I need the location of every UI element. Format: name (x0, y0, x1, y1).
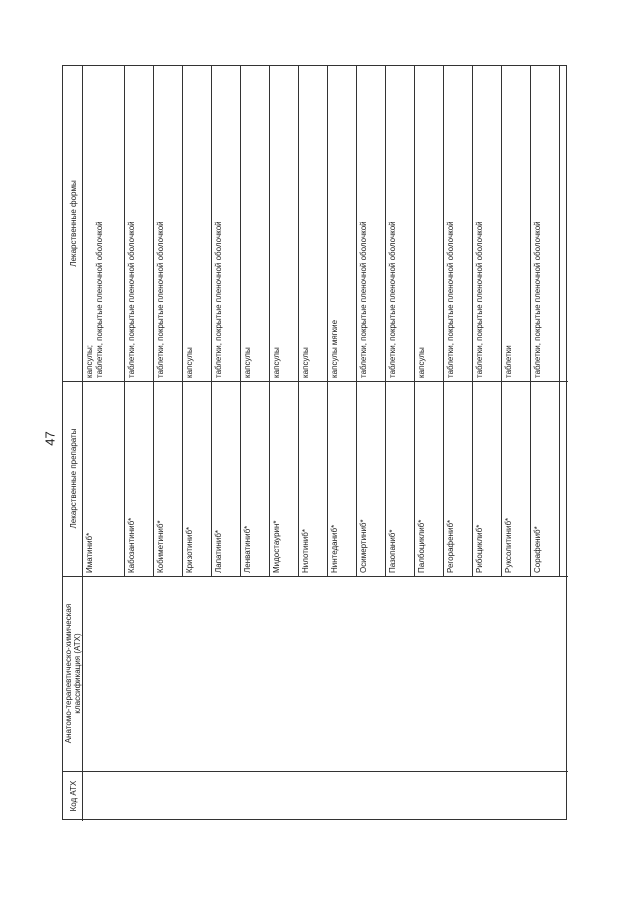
drug-table-rotated (63, 66, 568, 821)
table-row (502, 66, 531, 576)
drug-form-line: таблетки, покрытые пленочной оболочкой (127, 221, 136, 378)
drug-form-line: таблетки, покрытые пленочной оболочкой (446, 221, 455, 378)
drug-form (386, 66, 400, 381)
drug-name: Сорафениб* (533, 526, 542, 573)
drug-name: Мидостаурин* (272, 520, 281, 573)
drug-form (531, 66, 545, 381)
table-row (415, 66, 444, 576)
drug-name: Иматиниб* (85, 532, 94, 573)
drug-form (415, 66, 429, 381)
drug-form (444, 66, 458, 381)
drug-name: Палбоциклиб* (417, 519, 426, 573)
drug-form-line: таблетки (504, 345, 513, 378)
drug-name: Кабозантиниб* (127, 517, 136, 573)
drug-name: Нинтеданиб* (330, 524, 339, 573)
table-row (241, 66, 270, 576)
table-row (444, 66, 473, 576)
drug-form (212, 66, 226, 381)
table-row (357, 66, 386, 576)
drug-form-line: капсулы (301, 347, 310, 378)
drug-form-line: капсулы (417, 347, 426, 378)
drug-name: Лапатиниб* (214, 529, 223, 573)
drug-form (502, 66, 516, 381)
table-row (183, 66, 212, 576)
table-row (83, 66, 125, 576)
drug-form-line: капсулы (272, 347, 281, 378)
drug-form-line: капсулы; (85, 345, 94, 378)
drug-name: Нилотиниб* (301, 529, 310, 573)
drug-table (62, 65, 567, 820)
drug-form-line: таблетки, покрытые пленочной оболочкой (156, 221, 165, 378)
drug-form (241, 66, 255, 381)
table-row (531, 66, 560, 576)
drug-form-line: капсулы (243, 347, 252, 378)
drug-name: Регорафениб* (446, 519, 455, 573)
header-atx-classification: Анатомо-терапевтическо-химическая классификация (АТХ) (64, 603, 82, 744)
table-row (386, 66, 415, 576)
drug-form (270, 66, 284, 381)
drug-form (183, 66, 197, 381)
header-drugs: Лекарственные препараты (68, 428, 78, 529)
drug-name: Рибоциклиб* (475, 524, 484, 573)
table-row (270, 66, 299, 576)
drug-form (473, 66, 487, 381)
table-row (473, 66, 502, 576)
drug-form (299, 66, 313, 381)
page-number: 47 (42, 431, 58, 446)
table-row (299, 66, 328, 576)
table-row (125, 66, 154, 576)
drug-form-line: таблетки, покрытые пленочной оболочкой (388, 221, 397, 378)
atx-code-column (63, 771, 568, 821)
header-forms: Лекарственные формы (68, 180, 78, 267)
table-row (154, 66, 183, 576)
drug-form-line: таблетки, покрытые пленочной оболочкой (359, 221, 368, 378)
drug-form-line: таблетки, покрытые пленочной оболочкой (533, 221, 542, 378)
header-atx-code: Код АТХ (68, 780, 78, 812)
drug-name: Руксолитиниб* (504, 517, 513, 573)
drug-name: Ленватиниб* (243, 525, 252, 573)
drug-form (328, 66, 342, 381)
drug-form (357, 66, 371, 381)
drug-name: Кобиметиниб* (156, 520, 165, 573)
table-row (328, 66, 357, 576)
table-header (63, 66, 83, 821)
drug-form (125, 66, 139, 381)
table-row (212, 66, 241, 576)
drug-name: Кризотиниб* (185, 526, 194, 573)
drug-name: Осимертиниб* (359, 519, 368, 573)
drug-form-line: таблетки, покрытые пленочной оболочкой (475, 221, 484, 378)
drug-name: Пазопаниб* (388, 529, 397, 573)
atx-classification-column (63, 576, 568, 771)
drug-form-line: таблетки, покрытые пленочной оболочкой (95, 221, 104, 378)
drug-form-line: таблетки, покрытые пленочной оболочкой (214, 221, 223, 378)
drug-form (154, 66, 168, 381)
drug-form-line: капсулы мягкие (330, 319, 339, 378)
drug-form-line: капсулы (185, 347, 194, 378)
drug-form (83, 66, 107, 381)
